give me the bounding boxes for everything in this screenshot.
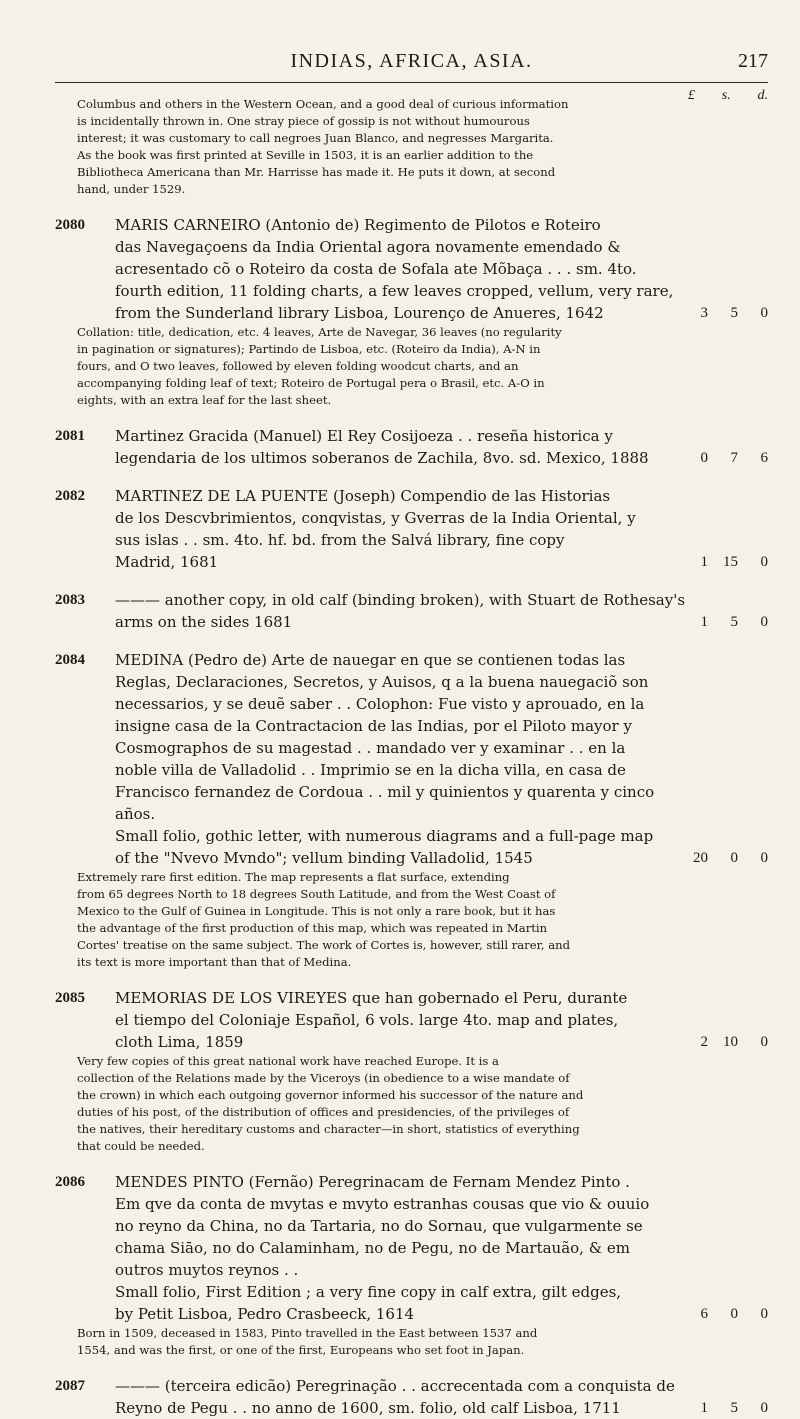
catalogue-entries: [55, 96, 768, 1419]
intro-line: Bibliotheca Americana than Mr. Harrisse has made it. He puts it down, at second: [77, 165, 556, 179]
entry-price: [684, 551, 768, 573]
price-pence: 0: [760, 1034, 768, 1050]
entry-text: arms on the sides 1681: [115, 613, 293, 631]
price-pence: 6: [760, 450, 768, 466]
entry-note-line: its text is more important than that of Medina.: [77, 955, 352, 969]
entry-line: [55, 302, 768, 324]
intro-line: hand, under 1529.: [77, 182, 186, 196]
entry-text: Em qve da conta de mvytas e mvyto estranhas cousas que vio & ouuio: [115, 1195, 650, 1213]
entry-text: insigne casa de la Contractacion de las Indias, por el Piloto mayor y: [115, 717, 632, 735]
entry-text: MEMORIAS DE LOS VIREYES que han gobernado el Peru, durante: [115, 989, 628, 1007]
pence-heading: d.: [757, 88, 768, 103]
entry-line: [55, 425, 768, 447]
entry-text: Small folio, gothic letter, with numerous diagrams and a full-page map: [115, 827, 654, 845]
price-pounds: 3: [700, 305, 708, 321]
entry-line: [55, 1215, 768, 1237]
entry-text: das Navegaçoens da India Oriental agora novamente emendado &: [115, 238, 621, 256]
entry-price: [684, 447, 768, 469]
entry-line: [55, 1375, 768, 1397]
catalogue-entry: [55, 425, 768, 469]
entry-note-line: Born in 1509, deceased in 1583, Pinto travelled in the East between 1537 and: [77, 1326, 538, 1340]
entry-line: [55, 649, 768, 671]
entry-line: [55, 1397, 768, 1419]
entry-line: [55, 611, 768, 633]
entry-text: Madrid, 1681: [115, 553, 219, 571]
price-pounds: 1: [700, 554, 708, 570]
entry-text: cloth Lima, 1859: [115, 1033, 244, 1051]
entry-text: legendaria de los ultimos soberanos de Zachila, 8vo. sd. Mexico, 1888: [115, 449, 649, 467]
shillings-heading: s.: [721, 88, 731, 103]
catalogue-entry: [55, 589, 768, 633]
price-shillings: 0: [730, 850, 738, 866]
price-shillings: 5: [730, 614, 738, 630]
price-shillings: 10: [723, 1034, 738, 1050]
price-pounds: 1: [700, 1400, 708, 1416]
entry-text: años.: [115, 805, 156, 823]
entry-line: [55, 589, 768, 611]
catalogue-entry: [55, 1171, 768, 1359]
entry-text: from the Sunderland library Lisboa, Lourenço de Anueres, 1642: [115, 304, 604, 322]
entry-line: [55, 447, 768, 469]
entry-note-line: 1554, and was the first, or one of the first, Europeans who set foot in Japan.: [77, 1343, 525, 1357]
catalogue-entry: [55, 1375, 768, 1419]
entry-text: Small folio, First Edition ; a very fine copy in calf extra, gilt edges,: [115, 1283, 622, 1301]
entry-text: MARTINEZ DE LA PUENTE (Joseph) Compendio de las Historias: [115, 487, 611, 505]
entry-price: [684, 1303, 768, 1325]
price-pounds: 20: [693, 850, 708, 866]
entry-text: by Petit Lisboa, Pedro Crasbeeck, 1614: [115, 1305, 415, 1323]
entry-line: [55, 759, 768, 781]
entry-text: MEDINA (Pedro de) Arte de nauegar en que se contienen todas las: [115, 651, 626, 669]
catalogue-entry: [55, 649, 768, 971]
entry-number: 2081: [55, 428, 85, 444]
entry-note-line: duties of his post, of the distribution of offices and presidencies, of the privileges of: [77, 1105, 570, 1119]
entry-note-line: the advantage of the first production of this map, which was repeated in Martin: [77, 921, 548, 935]
entry-line: [55, 1171, 768, 1193]
entry-text: noble villa de Valladolid . . Imprimio se en la dicha villa, en casa de: [115, 761, 626, 779]
entry-note-line: fours, and O two leaves, followed by eleven folding woodcut charts, and an: [77, 359, 519, 373]
entry-line: [55, 987, 768, 1009]
entry-line: [55, 671, 768, 693]
entry-gap: [55, 573, 768, 589]
entry-note-line: Extremely rare first edition. The map represents a flat surface, extending: [77, 870, 510, 884]
entry-text: Francisco fernandez de Cordoua . . mil y quinientos y quarenta y cinco: [115, 783, 655, 801]
entry-text: of the "Nvevo Mvndo"; vellum binding Valladolid, 1545: [115, 849, 533, 867]
entry-number: 2087: [55, 1378, 85, 1394]
entry-price: [684, 1397, 768, 1419]
entry-line: [55, 485, 768, 507]
entry-note-line: that could be needed.: [77, 1139, 205, 1153]
entry-price: [684, 611, 768, 633]
intro-line: is incidentally thrown in. One stray piece of gossip is not without humourous: [77, 114, 530, 128]
price-pence: 0: [760, 614, 768, 630]
entry-number: 2083: [55, 592, 85, 608]
entry-line: [55, 258, 768, 280]
running-title: INDIAS, AFRICA, ASIA.: [290, 50, 533, 72]
intro-line: As the book was first printed at Seville in 1503, it is an earlier addition to the: [77, 148, 534, 162]
entry-line: [55, 529, 768, 551]
entry-line: [55, 1281, 768, 1303]
entry-note-line: Cortes' treatise on the same subject. The work of Cortes is, however, still rarer, and: [77, 938, 571, 952]
entry-line: [55, 1303, 768, 1325]
entry-line: [55, 803, 768, 825]
entry-price: [684, 847, 768, 869]
entry-note-line: the crown) in which each outgoing governor informed his successor of the nature and: [77, 1088, 584, 1102]
entry-gap: [55, 633, 768, 649]
entry-note-line: Collation: title, dedication, etc. 4 leaves, Arte de Navegar, 36 leaves (no regularity: [77, 325, 562, 339]
price-pence: 0: [760, 554, 768, 570]
entry-number: 2086: [55, 1174, 85, 1190]
price-pounds: 2: [700, 1034, 708, 1050]
entry-gap: [55, 198, 768, 214]
catalogue-entry: [55, 987, 768, 1155]
entry-line: [55, 1193, 768, 1215]
entry-note-line: accompanying folding leaf of text; Roteiro de Portugal pera o Brasil, etc. A-O in: [77, 376, 545, 390]
entry-line: [55, 1237, 768, 1259]
price-shillings: 0: [730, 1306, 738, 1322]
price-shillings: 5: [730, 305, 738, 321]
entry-note-line: Very few copies of this great national work have reached Europe. It is a: [77, 1054, 499, 1068]
entry-text: Martinez Gracida (Manuel) El Rey Cosijoeza . . reseña historica y: [115, 427, 613, 445]
catalogue-entry: [55, 485, 768, 573]
entry-number: 2080: [55, 217, 85, 233]
page-number: 217: [738, 50, 768, 72]
entry-text: sus islas . . sm. 4to. hf. bd. from the Salvá library, fine copy: [115, 531, 565, 549]
entry-line: [55, 236, 768, 258]
entry-text: necessarios, y se deuẽ saber . . Colophon: Fue visto y aprouado, en la: [115, 695, 645, 713]
entry-text: de los Descvbrimientos, conqvistas, y Gverras de la India Oriental, y: [115, 509, 636, 527]
entry-line: [55, 781, 768, 803]
entry-text: ——— (terceira edicão) Peregrinação . . accrecentada com a conquista de: [115, 1377, 675, 1395]
price-pence: 0: [760, 850, 768, 866]
pounds-heading: £: [688, 88, 695, 103]
entry-line: [55, 1259, 768, 1281]
entry-line: [55, 847, 768, 869]
entry-line: [55, 1031, 768, 1053]
entry-text: Cosmographos de su magestad . . mandado ver y examinar . . en la: [115, 739, 626, 757]
intro-line: Columbus and others in the Western Ocean, and a good deal of curious information: [77, 97, 569, 111]
entry-gap: [55, 971, 768, 987]
page-header: [55, 50, 768, 83]
entry-text: Reglas, Declaraciones, Secretos, y Auisos, q a la buena nauegaciõ son: [115, 673, 649, 691]
entry-number: 2084: [55, 652, 85, 668]
entry-text: el tiempo del Coloniaje Español, 6 vols. large 4to. map and plates,: [115, 1011, 619, 1029]
entry-note-line: collection of the Relations made by the Viceroys (in obedience to a wise mandate of: [77, 1071, 570, 1085]
price-pounds: 6: [700, 1306, 708, 1322]
entry-note-line: eights, with an extra leaf for the last sheet.: [77, 393, 332, 407]
price-pounds: 0: [700, 450, 708, 466]
entry-line: [55, 551, 768, 573]
entry-text: ——— another copy, in old calf (binding broken), with Stuart de Rothesay's: [115, 591, 686, 609]
entry-note-line: in pagination or signatures); Partindo de Lisboa, etc. (Roteiro da India), A-N in: [77, 342, 541, 356]
entry-text: MARIS CARNEIRO (Antonio de) Regimento de Pilotos e Roteiro: [115, 216, 601, 234]
entry-line: [55, 214, 768, 236]
entry-note-line: the natives, their hereditary customs and character—in short, statistics of everything: [77, 1122, 580, 1136]
intro-line: interest; it was customary to call negroes Juan Blanco, and negresses Margarita.: [77, 131, 554, 145]
price-shillings: 7: [730, 450, 738, 466]
price-pence: 0: [760, 1306, 768, 1322]
entry-text: acresentado cõ o Roteiro da costa de Sofala ate Mõbaça . . . sm. 4to.: [115, 260, 637, 278]
entry-price: [684, 302, 768, 324]
entry-text: Reyno de Pegu . . no anno de 1600, sm. folio, old calf Lisboa, 1711: [115, 1399, 621, 1417]
entry-note-line: from 65 degrees North to 18 degrees South Latitude, and from the West Coast of: [77, 887, 556, 901]
entry-text: fourth edition, 11 folding charts, a few leaves cropped, vellum, very rare,: [115, 282, 674, 300]
entry-line: [55, 693, 768, 715]
entry-text: MENDES PINTO (Fernão) Peregrinacam de Fernam Mendez Pinto .: [115, 1173, 630, 1191]
entry-line: [55, 507, 768, 529]
entry-number: 2082: [55, 488, 85, 504]
intro-note: [55, 96, 768, 198]
entry-line: [55, 1009, 768, 1031]
entry-line: [55, 280, 768, 302]
price-shillings: 15: [723, 554, 738, 570]
price-pence: 0: [760, 305, 768, 321]
entry-line: [55, 715, 768, 737]
entry-gap: [55, 409, 768, 425]
price-pence: 0: [760, 1400, 768, 1416]
entry-gap: [55, 469, 768, 485]
entry-text: outros muytos reynos . .: [115, 1261, 299, 1279]
entry-text: chama Siāo, no do Calaminham, no de Pegu, no de Martauão, & em: [115, 1239, 630, 1257]
entry-line: [55, 737, 768, 759]
entry-line: [55, 825, 768, 847]
price-pounds: 1: [700, 614, 708, 630]
price-shillings: 5: [730, 1400, 738, 1416]
entry-note-line: Mexico to the Gulf of Guinea in Longitude. This is not only a rare book, but it has: [77, 904, 556, 918]
entry-price: [684, 1031, 768, 1053]
entry-number: 2085: [55, 990, 85, 1006]
entry-text: no reyno da China, no da Tartaria, no do Sornau, que vulgarmente se: [115, 1217, 643, 1235]
catalogue-entry: [55, 214, 768, 409]
entry-gap: [55, 1359, 768, 1375]
entry-gap: [55, 1155, 768, 1171]
